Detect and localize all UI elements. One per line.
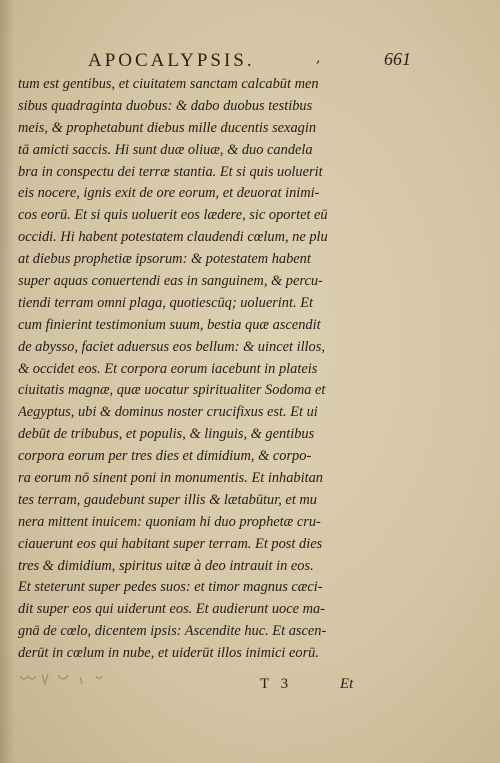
- text-line: & occidet eos. Et corpora eorum iacebunt in plateis: [18, 360, 318, 377]
- page-number: 661: [384, 49, 411, 69]
- text-line: tres & dimidium, spiritus uitæ à deo intrauit in eos.: [18, 557, 314, 574]
- text-line: bra in conspectu dei terræ stantia. Et si quis uoluerit: [18, 163, 323, 180]
- text-line: tiendi terram omni plaga, quotiescūq; uoluerint. Et: [18, 294, 313, 311]
- text-line: tes terram, gaudebunt super illis & lætabūtur, et mu: [18, 491, 318, 508]
- running-title-mark: ,: [316, 50, 321, 66]
- running-title: APOCALYPSIS.: [88, 50, 255, 71]
- text-line: cos eorū. Et si quis uoluerit eos lædere, sic oportet eū: [18, 207, 328, 224]
- text-line: ciuitatis magnæ, quæ uocatur spiritualiter Sodoma et: [18, 382, 326, 399]
- text-line: tum est gentibus, et ciuitatem sanctam calcabūt men: [18, 76, 319, 92]
- text-line: dit super eos qui uiderunt eos. Et audierunt uoce ma-: [18, 601, 325, 618]
- text-line: sibus quadraginta duobus: & dabo duobus testibus: [18, 97, 313, 114]
- text-line: meis, & prophetabunt diebus mille ducentis sexagin: [18, 119, 317, 136]
- text-line: gnā de cœlo, dicentem ipsis: Ascendite huc. Et ascen-: [18, 623, 327, 640]
- text-line: de abysso, faciet aduersus eos bellum: & uincet illos,: [18, 338, 325, 355]
- body-text: [18, 74, 370, 665]
- text-line: corpora eorum per tres dies et dimidium, & corpo-: [18, 448, 312, 465]
- show-through-marks: [18, 668, 158, 692]
- text-line: super aquas conuertendi eas in sanguinem, & percu-: [18, 273, 323, 290]
- text-line: occidi. Hi habent potestatem claudendi cœlum, ne plu: [18, 229, 328, 246]
- catchword: Et: [340, 676, 354, 692]
- text-line: tā amicti saccis. Hi sunt duæ oliuæ, & duo candela: [18, 141, 313, 158]
- text-line: cum finierint testimonium suum, bestia quæ ascendit: [18, 316, 321, 333]
- text-line: derūt in cœlum in nube, et uiderūt illos inimici eorū.: [18, 645, 319, 662]
- text-line: at diebus prophetiæ ipsorum: & potestatem habent: [18, 251, 311, 268]
- text-line: nera mittent inuicem: quoniam hi duo prophetæ cru-: [18, 513, 321, 530]
- text-line: debūt de tribubus, et populis, & linguis, & gentibus: [18, 426, 315, 443]
- text-line: eis nocere, ignis exit de ore eorum, et deuorat inimi-: [18, 185, 320, 202]
- signature-mark: T 3: [260, 676, 293, 692]
- text-line: ra eorum nō sinent poni in monumentis. Et inhabitan: [18, 470, 323, 487]
- text-line: Aegyptus, ubi & dominus noster crucifixus est. Et ui: [18, 404, 318, 421]
- text-line: ciauerunt eos qui habitant super terram. Et post dies: [18, 535, 323, 552]
- text-line: Et steterunt super pedes suos: et timor magnus cæci-: [18, 579, 323, 596]
- gutter-shadow: [0, 0, 14, 763]
